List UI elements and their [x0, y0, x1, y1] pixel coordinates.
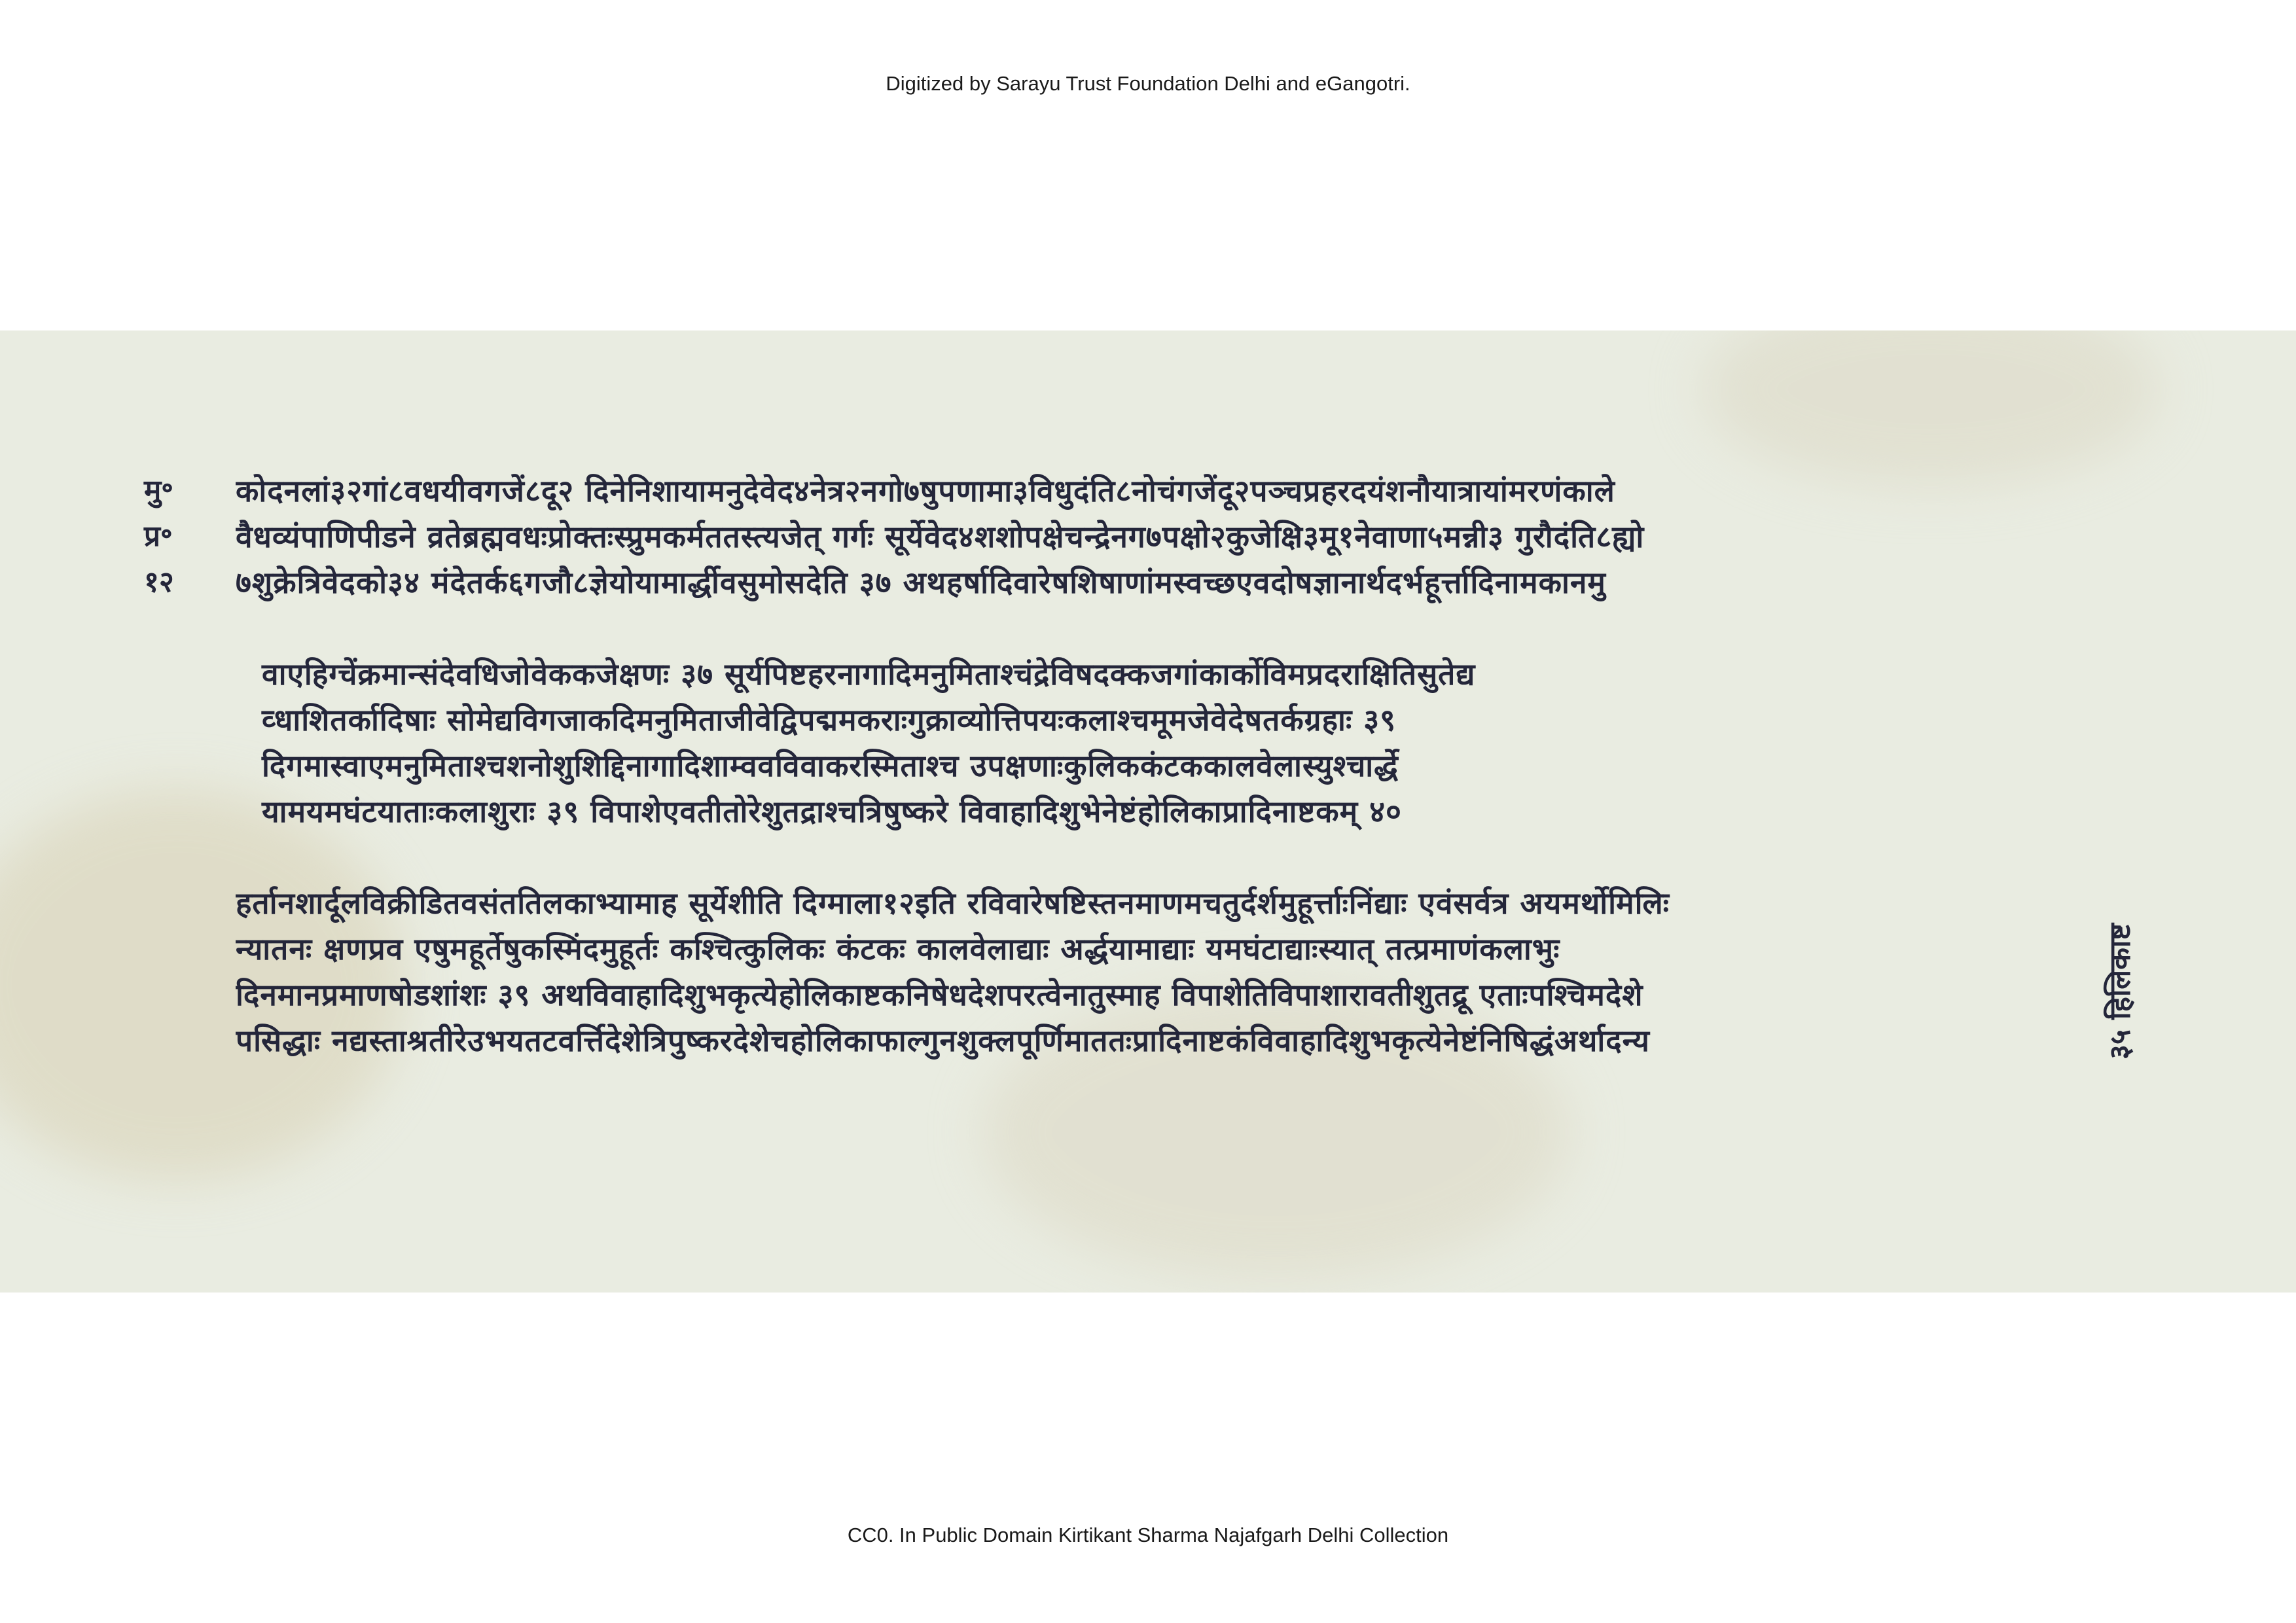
text-line: हर्तानशार्दूलविक्रीडितवसंततिलकाभ्यामाह सूर्येशीति दिग्माला१२इति रविवारेषष्टिस्तनमाणमचतुर्दर्शमुहूर्त्ताःनिंद्याः एवंसर्वत्र अयमर्थोमिलिः — [236, 885, 1670, 921]
manuscript-leaf-image — [0, 330, 2296, 1293]
text-block-1 — [236, 468, 2121, 605]
collection-footer-caption: CC0. In Public Domain Kirtikant Sharma Najafgarh Delhi Collection — [847, 1524, 1449, 1546]
margin-mark: मु॰ — [144, 474, 174, 507]
text-line: कोदनलां३२गां८वधयीवगजें८दू२ दिनेनिशायामनुदेवेद४नेत्र२नगो७षुपणामा३विधुदंति८नोचंगजेंदू२पञ्चप्रहरदयंशनौयात्रायांमरणंकाले — [236, 473, 1615, 508]
right-margin-note: ३५ हिलिकाष्ट — [2104, 923, 2137, 1060]
margin-mark: १२ — [144, 565, 174, 599]
text-block-3 — [236, 880, 2121, 1063]
text-line: वैधव्यंपाणिपीडने व्रतेब्रह्मवधःप्रोक्तःस्प्रुमकर्मततस्त्यजेत् गर्गः सूर्येवेद४शशोपक्षेचन्द्रेनग७पक्षो२कुजेक्षि३मू१नेवाणा५मन्नी३ गुरौदंति८ह्यो — [236, 519, 1645, 554]
digitization-header-caption: Digitized by Sarayu Trust Foundation Delhi and eGangotri. — [886, 72, 1410, 95]
text-block-2 — [236, 651, 2121, 834]
text-line: दिनमानप्रमाणषोडशांशः ३९ अथविवाहादिशुभकृत्येहोलिकाष्टकनिषेधदेशपरत्वेनातुस्माह विपाशेतिविपाशारावतीशुतद्रू एताःपश्चिमदेशे — [236, 977, 1643, 1012]
text-line: पसिद्धाः नद्यस्ताश्रतीरेउभयतटवर्त्तिदेशेत्रिपुष्करदेशेचहोलिकाफाल्गुनशुक्लपूर्णिमाततःप्रादिनाष्टकंविवाहादिशुभकृत्येनेष्टंनिषिद्धंअर्थादन्य — [236, 1023, 1650, 1058]
manuscript-text — [236, 468, 2121, 1109]
text-line: ७शुक्रेत्रिवेदको३४ मंदेतर्क६गजौ८ज्ञेयोयामार्द्धीवसुमोसदेति ३७ अथहर्षादिवारेषशिषाणांमस्वच्छएवदोषज्ञानार्थदर्भहूर्त्तादिनामकानमु — [236, 565, 1606, 600]
text-line: यामयमघंटयाताःकलाशुराः ३९ विपाशेएवतीतोरेशुतद्राश्चत्रिषुष्करे विवाहादिशुभेनेष्टंहोलिकाप्रादिनाष्टकम् ४० — [262, 794, 1402, 829]
text-line: व्धाशितर्कादिषाः सोमेद्यविगजाकदिमनुमिताजीवेद्विपद्ममकराःगुक्राव्योत्तिपयःकलाश्चमूमजेवेदेषतर्कग्रहाः ३९ — [262, 702, 1397, 738]
margin-mark: प्र॰ — [144, 520, 173, 553]
text-line: न्यातनः क्षणप्रव एषुमहूर्तेषुकस्मिंदमुहूर्तः कश्चित्कुलिकः कंटकः कालवेलाद्याः अर्द्धयामाद्याः यमघंटाद्याःस्यात् तत्प्रमाणंकलाभुः — [236, 931, 1560, 967]
left-margin-folio-marks — [144, 468, 174, 605]
text-line: वाएहिग्चेंक्रमान्संदेवधिजोवेककजेक्षणः ३७ सूर्यपिष्टहरनागादिमनुमिताश्चंद्रेविषदक्कजगांकार्कोविमप्रदराक्षितिसुतेद्य — [262, 656, 1476, 692]
text-line: दिगमास्वाएमनुमिताश्चशनोशुशिद्दिनागादिशाम्ववविवाकरस्मिताश्च उपक्षणाःकुलिककंटककालवेलास्युश्चार्द्धे — [262, 748, 1399, 783]
